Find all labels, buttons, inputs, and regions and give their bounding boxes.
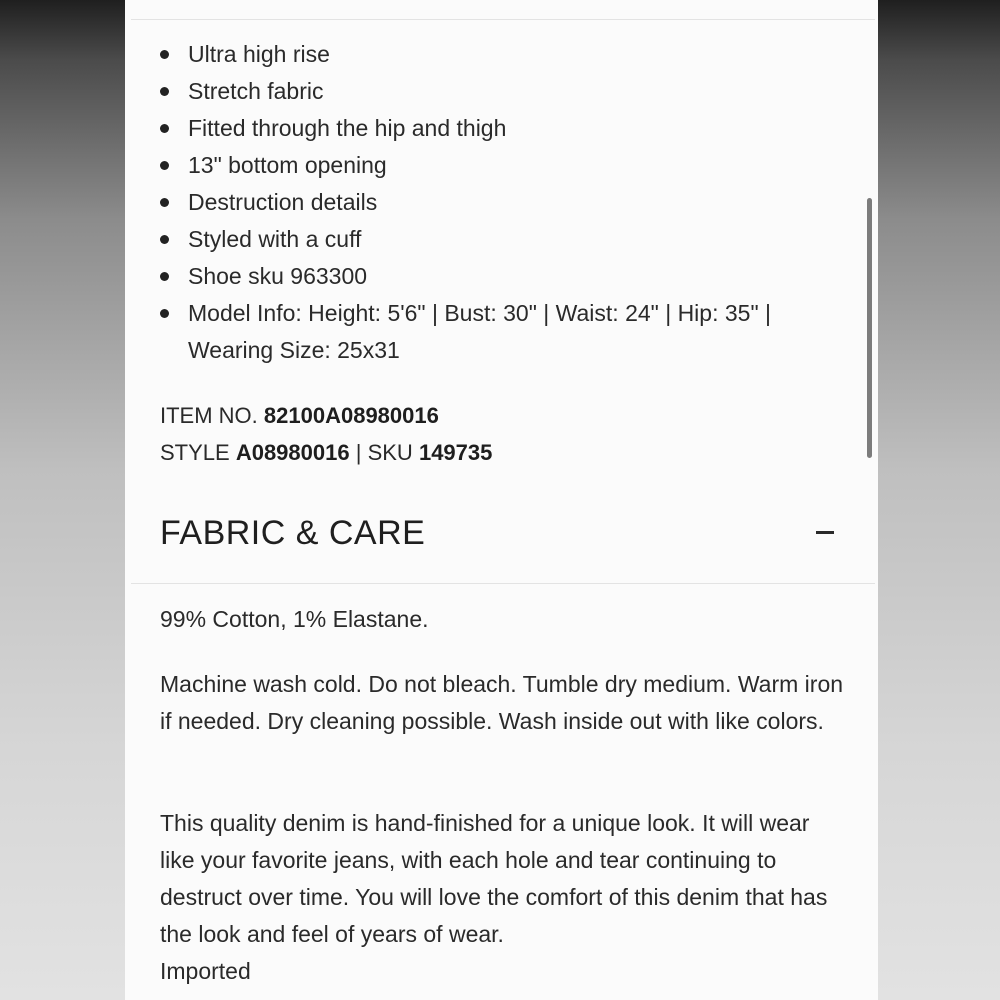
fabric-care-heading[interactable]: FABRIC & CARE — [160, 514, 426, 552]
list-item: Styled with a cuff — [125, 221, 845, 258]
origin-text: Imported — [160, 958, 251, 984]
product-identifiers — [160, 397, 492, 471]
background-right — [878, 0, 1000, 1000]
section-divider — [131, 583, 875, 584]
denim-description: This quality denim is hand-finished for a unique look. It will wear like your favorite jeans, with each hole and tear continuing to destruct over time. You will love the comfort of this denim that has the look and feel of years of wear. — [160, 810, 828, 947]
care-instructions: Machine wash cold. Do not bleach. Tumble dry medium. Warm iron if needed. Dry cleaning possible. Wash inside out with like colors. — [160, 671, 844, 734]
scrollbar-thumb[interactable] — [867, 198, 872, 458]
list-item: Model Info: Height: 5'6" | Bust: 30" | Waist: 24" | Hip: 35" | Wearing Size: 25x31 — [125, 295, 845, 369]
bullet-icon — [160, 198, 169, 207]
list-item: Destruction details — [125, 184, 845, 221]
background-left — [0, 0, 125, 1000]
list-item: Ultra high rise — [125, 36, 845, 73]
list-item: Fitted through the hip and thigh — [125, 110, 845, 147]
style-sku-row — [160, 434, 492, 471]
collapse-button[interactable] — [807, 512, 843, 552]
list-item: 13" bottom opening — [125, 147, 845, 184]
bullet-icon — [160, 124, 169, 133]
product-details-panel — [125, 0, 878, 1000]
bullet-icon — [160, 309, 169, 318]
sku-value: 149735 — [418, 440, 493, 465]
bullet-icon — [160, 272, 169, 281]
minus-icon — [816, 531, 834, 534]
style-value: A08980016 — [235, 440, 350, 465]
list-item: Stretch fabric — [125, 73, 845, 110]
sku-label: SKU — [367, 440, 413, 465]
separator: | — [355, 440, 362, 465]
item-number-label: ITEM NO. — [160, 403, 258, 428]
list-item: Shoe sku 963300 — [125, 258, 845, 295]
bullet-icon — [160, 235, 169, 244]
style-label: STYLE — [160, 440, 230, 465]
top-divider — [131, 19, 875, 20]
composition-text: 99% Cotton, 1% Elastane. — [160, 606, 429, 632]
bullet-icon — [160, 50, 169, 59]
bullet-icon — [160, 161, 169, 170]
feature-list — [125, 36, 845, 369]
item-number-value: 82100A08980016 — [263, 403, 439, 428]
bullet-icon — [160, 87, 169, 96]
item-number-row — [160, 397, 492, 434]
